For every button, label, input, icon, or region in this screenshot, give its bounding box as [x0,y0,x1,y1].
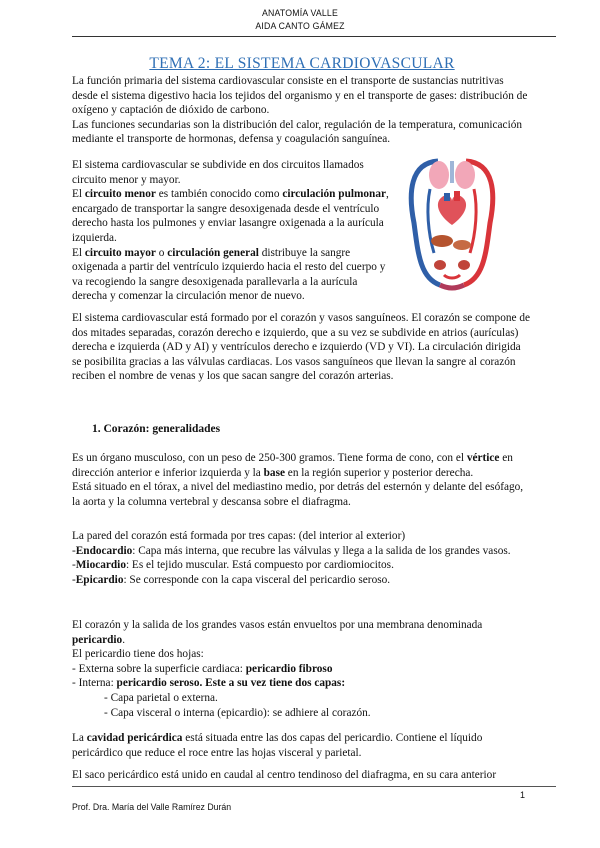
layer-epicardio: -Epicardio: Se corresponde con la capa visceral del pericardio seroso. [72,573,391,586]
term-vertice: vértice [466,452,500,464]
term-circuito-menor: circuito menor [84,188,156,201]
layers-intro: La pared del corazón está formada por tres capas: (del interior al exterior) [72,530,406,542]
intro-paragraph-1: La función primaria del sistema cardiovascular consiste en el transporte de sustancias nutritivas desde el sistema digestivo hacia los tejidos del organismo y en el transporte de gases: distribución de oxígeno y captación de dióxido de carbono. [72,75,528,117]
term-pericardio-fibroso: pericardio fibroso [245,662,333,675]
composition-paragraph: El sistema cardiovascular está formado por el corazón y vasos sanguíneos. El corazón se compone de dos mitades separadas, corazón derecho e izquierdo, que a su vez se subdivide en atrios (aurículas) derecha e izquierda (AD y AI) y ventrículos derecho e izquierdo (VD y VI). La circulación dirigida se posibilita gracias a las válvulas cardiacas. Los vasos sanguíneos que llevan la sangre al corazón reciben el nombre de venas y los que sacan sangre del corazón arterias. [72,312,530,383]
layer-miocardio: -Miocardio: Es el tejido muscular. Está compuesto por cardiomiocitos. [72,559,394,572]
intro-paragraph-2: Las funciones secundarias son la distribución del calor, regulación de la temperatura, comunicación mediante el transporte de hormonas, defensa y coagulación sanguínea. [72,118,522,146]
footer-rule [72,786,556,787]
term-pericardio-seroso: pericardio seroso. Este a su vez tiene dos capas: [116,677,346,690]
circuits-section [72,158,390,304]
layers-section [72,529,532,587]
term-circulacion-general: circulación general [167,246,259,259]
cavity-paragraph-1: La cavidad pericárdica está situada entre las dos capas del pericardio. Contiene el líquido pericárdico que reduce el roce entre las hojas visceral y parietal. [72,732,483,759]
pericardium-paragraph-1: El corazón y la salida de los grandes vasos están envueltos por una membrana denominada pericardio. [72,619,483,646]
footer-author: Prof. Dra. María del Valle Ramírez Durán [72,802,232,813]
header-rule [72,36,556,37]
pericardium-paragraph-2: El pericardio tiene dos hojas: [72,648,204,661]
term-pericardio: pericardio [72,633,123,646]
header-line-1: ANATOMÍA VALLE [262,8,338,19]
circuits-paragraph-1: El sistema cardiovascular se subdivide en dos circuitos llamados circuito menor y mayor. [72,159,364,186]
organ-paragraph-1: Es un órgano musculoso, con un peso de 250-300 gramos. Tiene forma de cono, con el vértice en dirección anterior e inferior izquierda y la base en la región superior y posterior derecha. [72,452,513,479]
pericardium-sublayer-2: - Capa visceral o interna (epicardio): se adhiere al corazón. [104,706,371,719]
intro-section [72,74,532,147]
cavity-paragraph-2: El saco pericárdico está unido en caudal al centro tendinoso del diafragma, en su cara anterior [72,769,497,782]
section-heading-corazon: 1. Corazón: generalidades [92,423,221,435]
circuits-paragraph-3: El circuito mayor o circulación general distribuye la sangre oxigenada a partir del ventrículo izquierdo hacia el resto del cuerpo y va recogiendo la sangre desoxigenada parallevarla a la aurícula derecha y comenzar la circulación menor de nuevo. [72,246,386,303]
circuits-paragraph-2: El circuito menor es también conocido como circulación pulmonar, encargado de transportar la sangre desoxigenada desde el ventrículo derecho hasta los pulmones y enviar lasangre oxigenada a la aurícula izquierda. [72,188,389,244]
composition-section [72,311,532,384]
layer-endocardio: -Endocardio: Capa más interna, que recubre las válvulas y llega a la salida de los grandes vasos. [72,544,511,557]
term-circuito-mayor: circuito mayor [84,246,156,259]
pericardium-external: - Externa sobre la superficie cardiaca: pericardio fibroso [72,662,333,675]
organ-section [72,451,532,509]
page-title: TEMA 2: EL SISTEMA CARDIOVASCULAR [149,55,455,72]
pericardium-section [72,618,532,720]
organ-paragraph-2: Está situado en el tórax, a nivel del mediastino medio, por detrás del esternón y delante del esófago, la aorta y la columna vertebral y descansa sobre el diafragma. [72,481,524,508]
term-base: base [263,466,285,479]
term-cavidad-pericardica: cavidad pericárdica [86,732,183,744]
circulation-diagram-illustration [404,153,500,293]
term-circulacion-pulmonar: circulación pulmonar [282,188,386,201]
page-number: 1 [520,790,526,800]
pericardium-sublayer-1: - Capa parietal o externa. [104,691,218,704]
header-line-2: AIDA CANTO GÁMEZ [255,21,345,32]
cavity-section [72,731,532,783]
pericardium-internal: - Interna: pericardio seroso. Este a su vez tiene dos capas: [72,677,346,690]
